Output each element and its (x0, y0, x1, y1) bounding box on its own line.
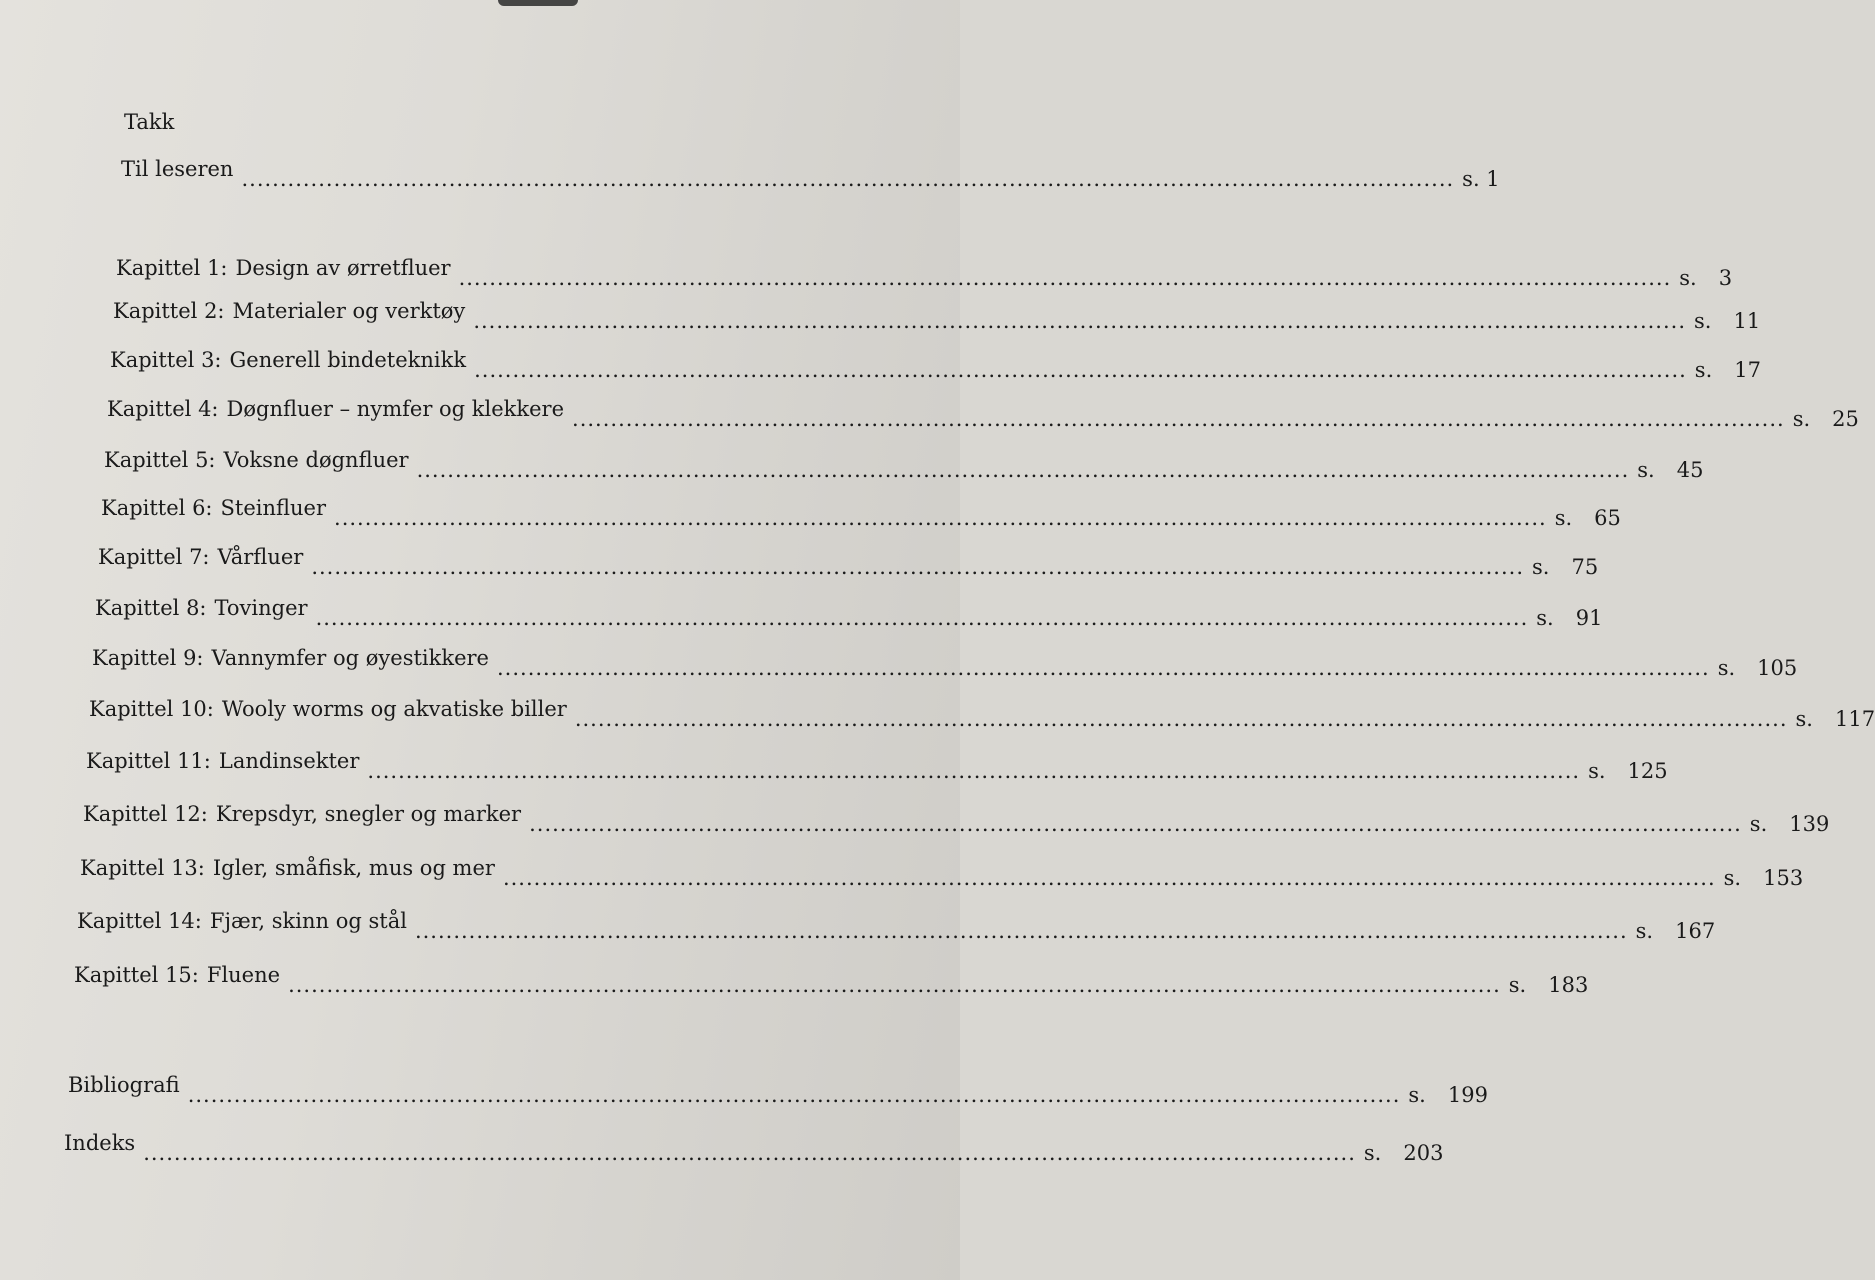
toc-page-ref (1536, 606, 1602, 630)
toc-chapter-title: Fluene (206, 963, 281, 987)
toc-leader-dots: .............................................................................................................................................................. (187, 1083, 1401, 1107)
toc-page-prefix: s. (1694, 358, 1713, 382)
toc-page-prefix: s. (1635, 919, 1654, 943)
toc-entry-chapter-3[interactable] (110, 348, 1761, 382)
toc-page-ref (1364, 1141, 1444, 1165)
toc-page-prefix: s. (1532, 555, 1550, 579)
toc-leader-dots: .............................................................................................................................................................. (474, 358, 1687, 382)
toc-page-ref (1636, 919, 1716, 943)
toc-leader-dots: .............................................................................................................................................................. (315, 606, 1529, 630)
toc-page-prefix: s. (1723, 866, 1742, 890)
toc-page-number: 65 (1594, 506, 1621, 530)
toc-chapter-number: Kapittel 8: (95, 596, 207, 620)
toc-page-number: 11 (1733, 309, 1761, 333)
toc-page-number: 117 (1834, 707, 1875, 731)
toc-leader-dots: .............................................................................................................................................................. (288, 973, 1501, 997)
toc-chapter-title: Wooly worms og akvatiske biller (221, 697, 567, 721)
toc-page-prefix: s. (1408, 1083, 1426, 1107)
toc-page-number: 45 (1676, 458, 1704, 482)
toc-chapter-title: Generell bindeteknikk (229, 348, 467, 372)
toc-chapter-number: Kapittel 5: (104, 448, 216, 472)
toc-chapter-number: Kapittel 13: (80, 856, 205, 880)
toc-page-ref (1679, 266, 1732, 290)
toc-leader-dots: .............................................................................................................................................................. (529, 812, 1742, 836)
toc-leader-dots: .............................................................................................................................................................. (458, 266, 1672, 290)
toc-leader-dots: .............................................................................................................................................................. (241, 167, 1455, 191)
toc-page-ref (1793, 407, 1859, 431)
toc-entry-chapter-13[interactable] (80, 856, 1804, 890)
toc-leader-dots: .............................................................................................................................................................. (416, 458, 1630, 482)
toc-chapter-number: Kapittel 14: (77, 909, 202, 933)
toc-leader-dots: .............................................................................................................................................................. (367, 759, 1581, 783)
toc-chapter-title: Igler, småfisk, mus og mer (212, 856, 495, 880)
toc-page-ref (1637, 458, 1703, 482)
toc-page-ref (1408, 1083, 1488, 1107)
toc-page-ref (1694, 309, 1760, 333)
toc-page-prefix: s. (1717, 656, 1736, 680)
toc-chapter-number: Kapittel 15: (74, 963, 199, 987)
toc-chapter-title: Landinsekter (218, 749, 360, 773)
toc-page-number: 25 (1832, 407, 1859, 431)
toc-chapter-number: Kapittel 2: (113, 299, 225, 323)
toc-page-prefix: s. (1363, 1141, 1382, 1165)
toc-entry-chapter-5[interactable] (104, 448, 1704, 482)
toc-page-number: 3 (1718, 266, 1733, 290)
toc-entry-chapter-1[interactable] (116, 256, 1733, 290)
toc-leader-dots: .............................................................................................................................................................. (311, 555, 1525, 579)
toc-page-ref (1588, 759, 1668, 783)
toc-chapter-number: Kapittel 1: (116, 256, 228, 280)
toc-page-number: 199 (1447, 1083, 1488, 1107)
toc-page-prefix: s. (1508, 973, 1527, 997)
toc-page-ref (1509, 973, 1589, 997)
toc-chapter-number: Kapittel 4: (107, 397, 219, 421)
toc-page-ref (1532, 555, 1598, 579)
toc-entry-chapter-14[interactable] (77, 909, 1716, 943)
toc-chapter-title: Design av ørretfluer (235, 256, 451, 280)
toc-chapter-number: Kapittel 12: (83, 802, 208, 826)
toc-label: Takk (124, 110, 175, 134)
toc-page-prefix: s. (1637, 458, 1655, 482)
toc-entry-chapter-6[interactable] (101, 496, 1621, 530)
toc-chapter-title: Krepsdyr, snegler og marker (215, 802, 522, 826)
toc-page-prefix: s. (1679, 266, 1697, 290)
toc-entry-chapter-9[interactable] (92, 646, 1798, 680)
toc-page-prefix: s. (1588, 759, 1606, 783)
toc-page-prefix: s. (1694, 309, 1712, 333)
toc-chapter-title: Fjær, skinn og stål (209, 909, 407, 933)
toc-page-number: 167 (1675, 919, 1716, 943)
toc-entry-chapter-7[interactable] (98, 545, 1599, 579)
toc-entry-chapter-2[interactable] (113, 299, 1761, 333)
toc-entry-chapter-11[interactable] (86, 749, 1668, 783)
toc-entry-chapter-15[interactable] (74, 963, 1589, 997)
toc-label: Bibliografi (68, 1073, 180, 1097)
toc-chapter-number: Kapittel 7: (98, 545, 210, 569)
toc-chapter-number: Kapittel 11: (86, 749, 211, 773)
toc-chapter-title: Steinfluer (220, 496, 327, 520)
toc-page-number: 105 (1757, 656, 1798, 680)
toc-page-number: 203 (1403, 1141, 1444, 1165)
toc-page-number: 125 (1627, 759, 1668, 783)
toc-chapter-number: Kapittel 10: (89, 697, 214, 721)
toc-chapter-number: Kapittel 9: (92, 646, 204, 670)
toc-leader-dots: .............................................................................................................................................................. (502, 866, 1716, 890)
toc-page-number: 139 (1789, 812, 1830, 836)
toc-page-prefix: s. (1554, 506, 1573, 530)
toc-page-prefix: s. (1749, 812, 1768, 836)
toc-entry-chapter-4[interactable] (107, 397, 1859, 431)
toc-page-number: 17 (1734, 358, 1761, 382)
toc-chapter-title: Tovinger (214, 596, 308, 620)
toc-page-prefix: s. (1792, 407, 1811, 431)
toc-leader-dots: .............................................................................................................................................................. (334, 506, 1547, 530)
toc-leader-dots: .............................................................................................................................................................. (574, 707, 1788, 731)
toc-entry-bibliografi[interactable] (68, 1073, 1488, 1107)
toc-chapter-title: Døgnfluer – nymfer og klekkere (226, 397, 565, 421)
toc-chapter-title: Vannymfer og øyestikkere (211, 646, 489, 670)
toc-chapter-title: Vårfluer (217, 545, 304, 569)
toc-page-prefix: s. (1795, 707, 1813, 731)
toc-page-ref (1724, 866, 1804, 890)
toc-label: Til leseren (121, 157, 234, 181)
toc-page-number: 75 (1571, 555, 1599, 579)
toc-entry-til-leseren[interactable] (121, 157, 1500, 191)
toc-label: Indeks (64, 1131, 136, 1155)
toc-page-ref (1695, 358, 1761, 382)
toc-entry-chapter-8[interactable] (95, 596, 1603, 630)
toc-page-number: s. 1 (1462, 167, 1500, 191)
toc-chapter-title: Voksne døgnfluer (223, 448, 409, 472)
toc-page-ref (1718, 656, 1798, 680)
toc-entry-chapter-12[interactable] (83, 802, 1830, 836)
toc-page-prefix: s. (1536, 606, 1554, 630)
toc-leader-dots: .............................................................................................................................................................. (497, 656, 1710, 680)
toc-leader-dots: .............................................................................................................................................................. (572, 407, 1785, 431)
toc-page-number: 183 (1548, 973, 1589, 997)
toc-chapter-number: Kapittel 6: (101, 496, 213, 520)
toc-entry-indeks[interactable] (64, 1131, 1444, 1165)
toc-entry-chapter-10[interactable] (89, 697, 1875, 731)
toc-chapter-number: Kapittel 3: (110, 348, 222, 372)
toc-page-number: 153 (1763, 866, 1804, 890)
toc-page-ref (1796, 707, 1875, 731)
toc-page-ref (1750, 812, 1830, 836)
toc-page-ref (1555, 506, 1621, 530)
toc-entry-takk[interactable] (124, 110, 424, 134)
toc-leader-dots: .............................................................................................................................................................. (414, 919, 1628, 943)
toc-leader-dots: .............................................................................................................................................................. (473, 309, 1687, 333)
toc-chapter-title: Materialer og verktøy (232, 299, 466, 323)
toc-page-number: 91 (1575, 606, 1603, 630)
toc-leader-dots: .............................................................................................................................................................. (143, 1141, 1356, 1165)
